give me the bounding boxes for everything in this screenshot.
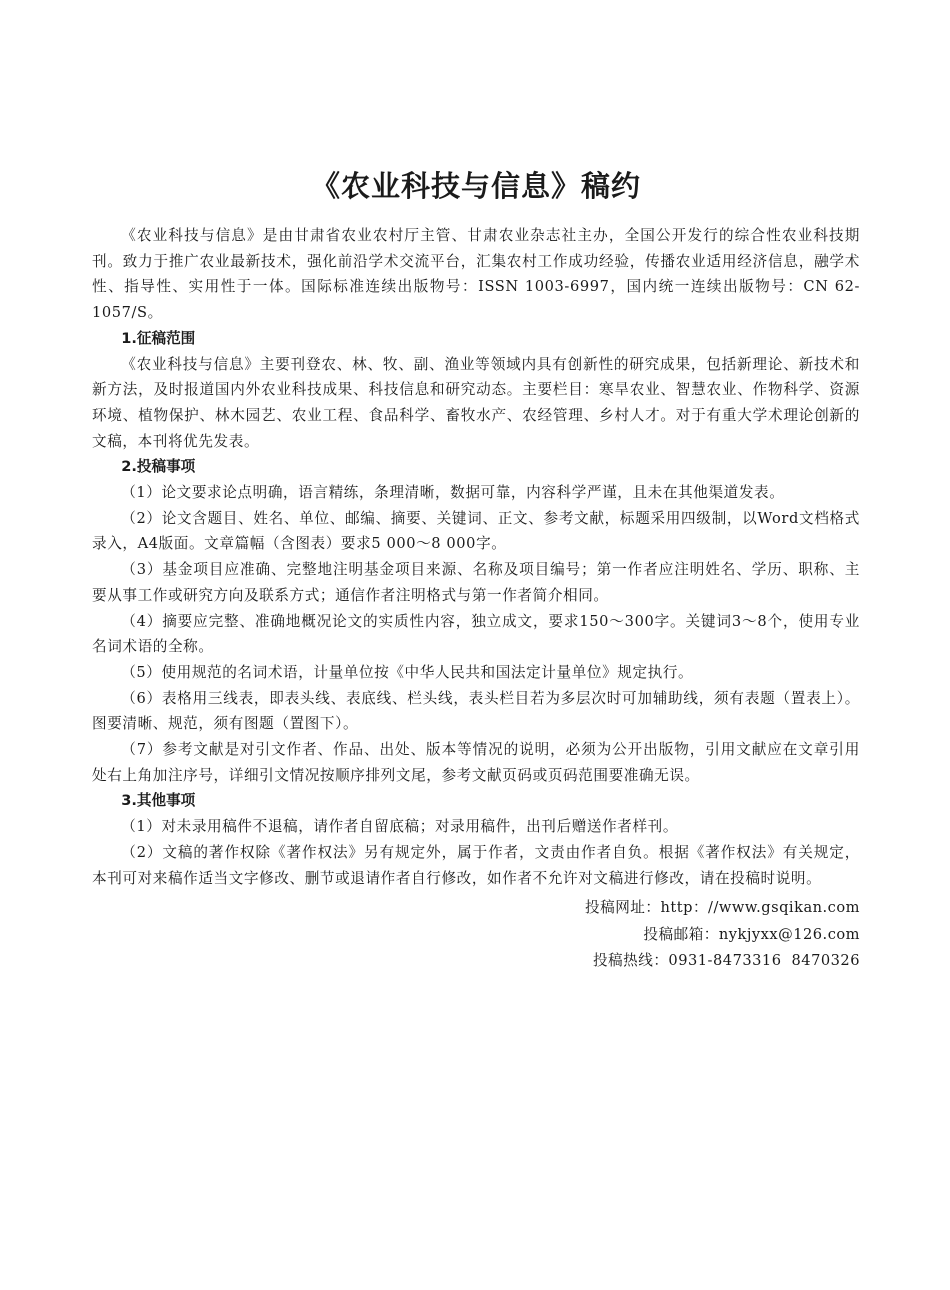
- section-paragraph: （2）文稿的著作权除《著作权法》另有规定外，属于作者，文责由作者自负。根据《著作权法》有关规定，本刊可对来稿作适当文字修改、删节或退请作者自行修改，如作者不允许对文稿进行修改，请在投稿时说明。: [92, 843, 860, 887]
- section-paragraph: （3）基金项目应准确、完整地注明基金项目来源、名称及项目编号；第一作者应注明姓名、学历、职称、主要从事工作或研究方向及联系方式；通信作者注明格式与第一作者简介相同。: [92, 561, 860, 604]
- section-paragraph: （7）参考文献是对引文作者、作品、出处、版本等情况的说明，必须为公开出版物，引用文献应在文章引用处右上角加注序号，详细引文情况按顺序排列文尾，参考文献页码或页码范围要准确无误。: [92, 741, 860, 784]
- section-heading: 3.其他事项: [121, 792, 196, 810]
- submission-website: 投稿网址：http：//www.gsqikan.com: [585, 899, 860, 917]
- section-paragraph: （5）使用规范的名词术语，计量单位按《中华人民共和国法定计量单位》规定执行。: [121, 663, 694, 681]
- section-paragraph: （4）摘要应完整、准确地概况论文的实质性内容，独立成文，要求150～300字。关键词3～8个，使用专业名词术语的全称。: [92, 612, 860, 656]
- contact-block: [92, 895, 860, 975]
- intro-paragraph: 《农业科技与信息》是由甘肃省农业农村厅主管、甘肃农业杂志社主办，全国公开发行的综合性农业科技期刊。致力于推广农业最新技术，强化前沿学术交流平台，汇集农村工作成功经验，传播农业适用经济信息，融学术性、指导性、实用性于一体。国际标准连续出版物号：ISSN 1003-6997，国内统一连续出版物号：CN 62-1057/S。: [92, 227, 860, 322]
- submission-guidelines-page: [92, 166, 860, 975]
- section-heading: 1.征稿范围: [121, 329, 196, 347]
- section-heading: 2.投稿事项: [121, 458, 196, 476]
- section-paragraph: （1）对未录用稿件不退稿，请作者自留底稿；对录用稿件，出刊后赠送作者样刊。: [121, 818, 679, 836]
- submission-hotline: [92, 948, 860, 975]
- section-scope: [92, 326, 860, 455]
- hotline-primary: 投稿热线：0931-8473316: [592, 952, 782, 970]
- section-paragraph: （6）表格用三线表，即表头线、表底线、栏头线，表头栏目若为多层次时可加辅助线，须有表题（置表上）。图要清晰、规范，须有图题（置图下）。: [92, 689, 860, 733]
- section-other-items: [92, 788, 860, 891]
- section-paragraph: 《农业科技与信息》主要刊登农、林、牧、副、渔业等领域内具有创新性的研究成果，包括新理论、新技术和新方法，及时报道国内外农业科技成果、科技信息和研究动态。主要栏目：寒旱农业、智慧农业、作物科学、资源环境、植物保护、林木园艺、农业工程、食品科学、畜牧水产、农经管理、乡村人才。对于有重大学术理论创新的文稿，本刊将优先发表。: [92, 355, 860, 450]
- section-paragraph: （2）论文含题目、姓名、单位、邮编、摘要、关键词、正文、参考文献，标题采用四级制，以Word文档格式录入，A4版面。文章篇幅（含图表）要求5 000～8 000字。: [92, 509, 860, 553]
- section-submission-items: [92, 454, 860, 788]
- submission-email: 投稿邮箱：nykjyxx@126.com: [643, 925, 860, 943]
- page-title: 《农业科技与信息》稿约: [310, 169, 641, 203]
- section-paragraph: （1）论文要求论点明确，语言精练，条理清晰，数据可靠，内容科学严谨，且未在其他渠道发表。: [121, 484, 785, 502]
- hotline-secondary: 8470326: [791, 952, 860, 970]
